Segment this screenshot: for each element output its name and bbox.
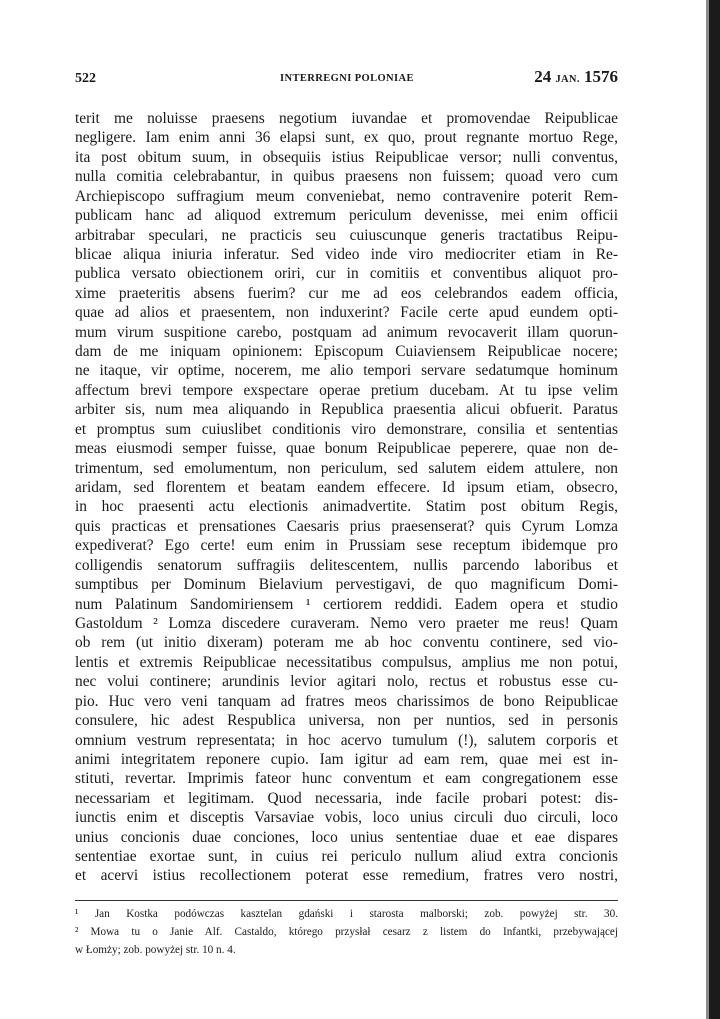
text-line: quae ad alios et praesentem, non induxerint? Facile certe apud eundem opti- xyxy=(75,304,618,322)
text-line: aridam, sed florentem et beatam eandem effecere. Id ipsum etiam, obsecro, xyxy=(75,479,618,497)
scan-edge xyxy=(709,0,720,1019)
text-line: mum virum suspitione carebo, postquam ad animum revocaverit illam quorun- xyxy=(75,323,618,341)
text-line: affectum brevi tempore exspectare operae pretium ducebam. At tu ipse velim xyxy=(75,381,618,399)
text-line: et promptus sum cuiuslibet conditionis viro demonstrare, consilia et sententias xyxy=(75,420,618,438)
text-line: iunctis enim et disceptis Varsaviae vobis, loco unius circuli duo circuli, loco xyxy=(75,809,618,827)
text-line: publicam hanc ad aliquod extremum periculum devenisse, mei enim officii xyxy=(75,207,618,225)
text-line: negligere. Iam enim anni 36 elapsi sunt, ex quo, prout regnante mortuo Rege, xyxy=(75,129,618,147)
footnote-divider xyxy=(75,900,618,901)
running-title: INTERREGNI POLONIAE xyxy=(280,73,414,84)
text-line: arbiter sis, num mea aliquando in Republica praesentia alicui obfuerit. Paratus xyxy=(75,401,618,419)
date-month: JAN. xyxy=(555,74,580,85)
text-line: ne itaque, vir optime, nocerem, me alio tempori servare sedatumque hominum xyxy=(75,362,618,380)
text-line: in hoc praesenti actu electionis animadvertite. Statim post obitum Regis, xyxy=(75,498,618,516)
text-line: Archiepiscopo suffragium meum conveniebat, nemo contravenire poterit Rem- xyxy=(75,187,618,205)
text-line: ita post obitum suum, in obsequiis istius Reipublicae versor; nulli conventus, xyxy=(75,148,618,166)
text-line: lentis et extremis Reipublicae necessitatibus compulsus, amplius me non potui, xyxy=(75,653,618,671)
text-line: trimentum, sed emolumentum, non periculum, sed salutem eidem attulere, non xyxy=(75,459,618,477)
header-date xyxy=(534,67,618,87)
text-line: dam de me iniquam opinionem: Episcopum Cuiaviensem Reipublicae nocere; xyxy=(75,343,618,361)
text-line: xime praeteritis absens fuerim? cur me ad eos celebrandos eadem officia, xyxy=(75,284,618,302)
text-line: unius concionis duae conciones, loco unius sententiae duae et eae dispares xyxy=(75,828,618,846)
text-line: et acervi istius recollectionem poterat esse remedium, fratres vero nostri, xyxy=(75,867,618,885)
footnote-line: w Łomży; zob. powyżej str. 10 n. 4. xyxy=(75,944,236,956)
text-line: consulere, hic adest Respublica universa, non per nuntios, sed in personis xyxy=(75,712,618,730)
text-line: num Palatinum Sandomiriensem ¹ certiorem reddidi. Eadem opera et studio xyxy=(75,595,618,613)
text-line: colligendis senatorum suffragiis delitescentem, nullis parcendo laboribus et xyxy=(75,556,618,574)
text-line: arbitrabar speculari, ne practicis seu cuiuscunque generis tractatibus Reipu- xyxy=(75,226,618,244)
text-line: nec volui continere; arundinis levior agitari nolo, rectus et robustus esse cu- xyxy=(75,673,618,691)
text-line: animi integritatem reponere cupio. Iam igitur ad eam rem, quae mei est in- xyxy=(75,750,618,768)
text-line: Gastoldum ² Lomza discedere curaveram. Nemo vero praeter me reus! Quam xyxy=(75,614,618,632)
footnote-line: ² Mowa tu o Janie Alf. Castaldo, którego przysłał cesarz z listem do Infantki, przebywającej xyxy=(75,926,618,938)
date-day: 24 xyxy=(534,67,552,86)
text-line: quis practicas et prensationes Caesaris prius praesenserat? quis Cyrum Lomza xyxy=(75,517,618,535)
footnote-line: ¹ Jan Kostka podówczas kasztelan gdański i starosta malborski; zob. powyżej str. 30. xyxy=(75,908,618,920)
body-text xyxy=(75,109,618,886)
text-line: omnium vestrum representata; in hoc acervo tumulum (!), salutem corporis et xyxy=(75,731,618,749)
text-line: blicae aliqua iniuria inferatur. Sed video inde viro mediocriter etiam in Re- xyxy=(75,245,618,263)
date-year: 1576 xyxy=(584,67,618,86)
text-line: necessariam et legitimam. Quod necessaria, inde facile probari potest: dis- xyxy=(75,789,618,807)
text-line: meas eiusmodi semper fuisse, quae bonum Reipublicae peperere, quae non de- xyxy=(75,440,618,458)
text-line: publica versato obiectionem oriri, cur in comitiis et conventibus aliquot pro- xyxy=(75,265,618,283)
page-header xyxy=(75,66,618,92)
text-line: terit me noluisse praesens negotium iuvandae et promovendae Reipublicae xyxy=(75,110,618,127)
text-line: sumptibus per Dominum Bielavium pervestigavi, de quo magnificum Domi- xyxy=(75,576,618,594)
footnotes xyxy=(75,905,618,959)
text-line: nulla comitia celebrabantur, in quibus praesens non fuissem; quoad vero cum xyxy=(75,168,618,186)
text-line: pio. Huc vero veni tanquam ad fratres meos charissimos de bono Reipublicae xyxy=(75,692,618,710)
text-line: ob rem (ut initio dixeram) poteram me ab hoc conventu continere, sed vio- xyxy=(75,634,618,652)
page-number: 522 xyxy=(75,71,96,86)
text-line: stituti, revertar. Imprimis fateor hunc conventum et eam congregationem esse xyxy=(75,770,618,788)
text-line: sententiae exortae sunt, in cuius rei periculo nullum aliud extra concionis xyxy=(75,848,618,866)
text-line: expediverat? Ego certe! eum enim in Prussiam sese receptum ibidemque pro xyxy=(75,537,618,555)
